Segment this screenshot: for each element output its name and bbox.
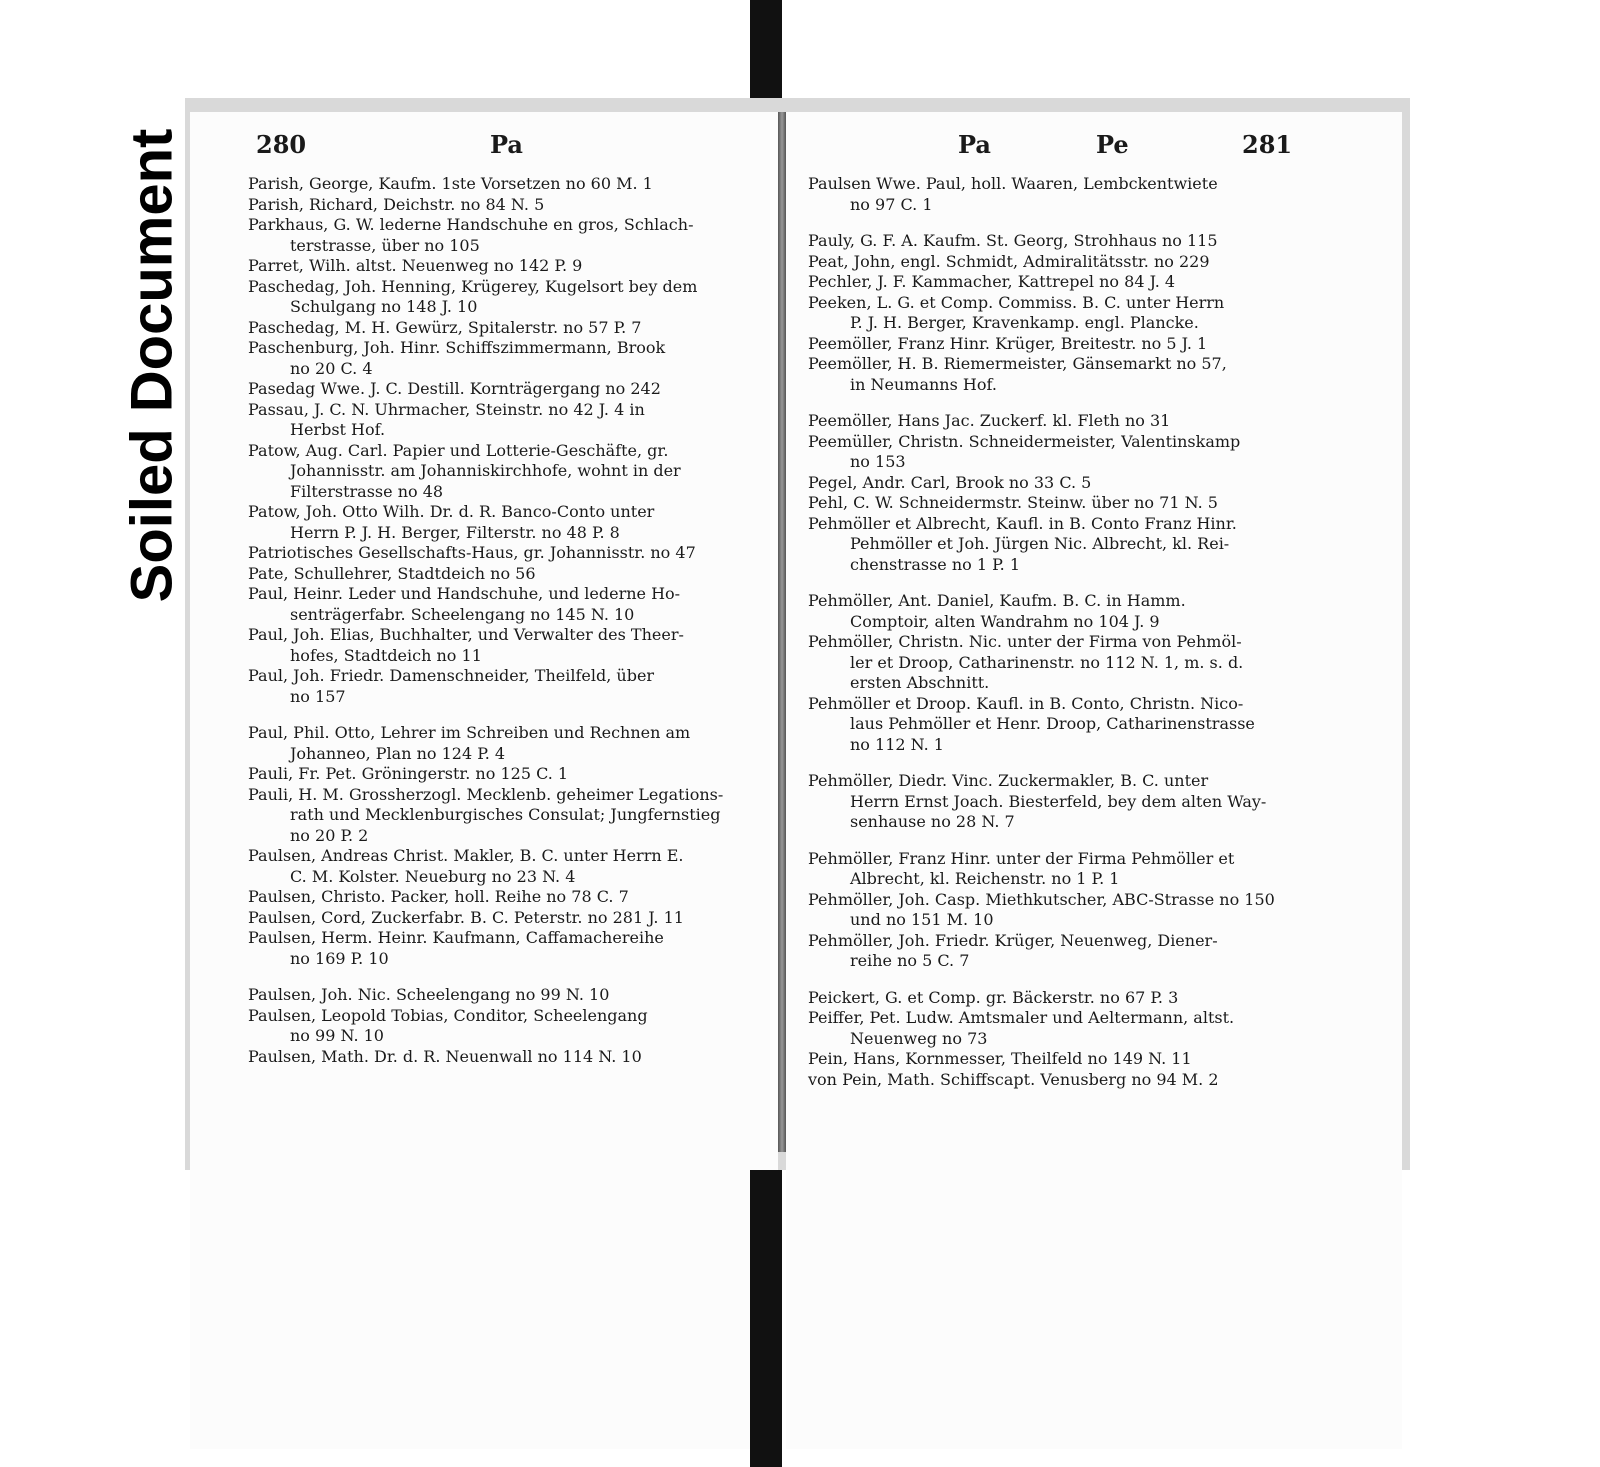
directory-entry [248, 174, 754, 195]
entry-continuation-line: laus Pehmöller et Henr. Droop, Catharinenstrasse [850, 714, 1255, 733]
entry-line: Parish, Richard, Deichstr. no 84 N. 5 [248, 194, 545, 214]
entry-continuation-line: Pehmöller et Joh. Jürgen Nic. Albrecht, kl. Rei- [850, 534, 1230, 553]
directory-entry [248, 764, 754, 785]
entry-line: Pehmöller, Diedr. Vinc. Zuckermakler, B. C. unter [808, 771, 1209, 790]
entry-continuation-line: rath und Mecklenburgisches Consulat; Jungfernstieg [290, 805, 721, 824]
directory-entry [248, 277, 754, 318]
entry-line: Paul, Joh. Friedr. Damenschneider, Theilfeld, über [248, 666, 655, 685]
entry-line: Pehmöller, Christn. Nic. unter der Firma von Pehmöl- [808, 632, 1242, 651]
directory-entry [808, 694, 1378, 756]
directory-entry [248, 338, 754, 379]
directory-entry [248, 543, 754, 564]
entry-line: Pehmöller, Joh. Friedr. Krüger, Neuenweg, Diener- [808, 930, 1218, 950]
entry-continuation-line: ersten Abschnitt. [850, 673, 990, 692]
directory-entry [248, 625, 754, 666]
entry-continuation-line: Comptoir, alten Wandrahm no 104 J. 9 [850, 611, 1160, 631]
entry-line: von Pein, Math. Schiffscapt. Venusberg no 94 M. 2 [808, 1069, 1219, 1089]
directory-entry [808, 293, 1378, 334]
entry-line: Pehmöller et Albrecht, Kaufl. in B. Conto Franz Hinr. [808, 513, 1237, 533]
directory-entry [808, 272, 1378, 293]
directory-entry [248, 379, 754, 400]
entry-continuation-line: terstrasse, über no 105 [290, 235, 480, 255]
entry-line: Patow, Aug. Carl. Papier und Lotterie-Geschäfte, gr. [248, 440, 669, 460]
left-entry-list [248, 174, 754, 1067]
directory-entry [248, 195, 754, 216]
entry-continuation-line: Neuenweg no 73 [850, 1028, 988, 1048]
entry-line: Pechler, J. F. Kammacher, Kattrepel no 84 J. 4 [808, 272, 1176, 291]
entry-continuation-line: reihe no 5 C. 7 [850, 951, 970, 970]
entry-line: Paulsen Wwe. Paul, holl. Waaren, Lembckentwiete [808, 174, 1218, 193]
entry-line: Parish, George, Kaufm. 1ste Vorsetzen no 60 M. 1 [248, 174, 653, 193]
right-page-header [786, 130, 1402, 166]
directory-entry [808, 354, 1378, 395]
page-number-right: 281 [1242, 130, 1293, 159]
entry-continuation-line: no 157 [290, 686, 346, 706]
right-entry-list [808, 174, 1378, 1090]
directory-entry [248, 1047, 754, 1068]
directory-entry [808, 890, 1378, 931]
entry-line: Pauly, G. F. A. Kaufm. St. Georg, Strohhaus no 115 [808, 231, 1218, 250]
directory-entry [248, 400, 754, 441]
directory-entry [248, 985, 754, 1006]
entry-line: Paulsen, Christo. Packer, holl. Reihe no 78 C. 7 [248, 887, 629, 906]
directory-entry [248, 887, 754, 908]
entry-line: Peiffer, Pet. Ludw. Amtsmaler und Aeltermann, altst. [808, 1008, 1235, 1027]
stamp-text: Soiled Document [119, 128, 185, 602]
entry-continuation-line: hofes, Stadtdeich no 11 [290, 645, 482, 665]
directory-entry [248, 502, 754, 543]
directory-entry [248, 215, 754, 256]
entry-continuation-line: und no 151 M. 10 [850, 910, 994, 929]
directory-entry [808, 334, 1378, 355]
directory-entry [248, 846, 754, 887]
directory-entry [808, 231, 1378, 252]
entry-line: Paul, Heinr. Leder und Handschuhe, und lederne Ho- [248, 584, 681, 603]
directory-entry [248, 928, 754, 969]
directory-entry [808, 591, 1378, 632]
entry-continuation-line: chenstrasse no 1 P. 1 [850, 554, 1021, 574]
entry-line: Pasedag Wwe. J. C. Destill. Kornträgergang no 242 [248, 379, 661, 398]
entry-line: Peemöller, Franz Hinr. Krüger, Breitestr. no 5 J. 1 [808, 333, 1208, 353]
book-gutter [778, 112, 786, 1152]
entry-line: Pein, Hans, Kornmesser, Theilfeld no 149 N. 11 [808, 1049, 1192, 1068]
directory-entry [248, 1006, 754, 1047]
page-number-left: 280 [256, 130, 307, 159]
entry-line: Paul, Phil. Otto, Lehrer im Schreiben und Rechnen am [248, 723, 691, 742]
entry-line: Pegel, Andr. Carl, Brook no 33 C. 5 [808, 472, 1092, 492]
left-page [190, 112, 778, 1449]
bottom-binding-bar [750, 1170, 782, 1467]
entry-line: Pauli, H. M. Grossherzogl. Mecklenb. geheimer Legations- [248, 784, 724, 804]
directory-entry [808, 632, 1378, 694]
entry-line: Passau, J. C. N. Uhrmacher, Steinstr. no 42 J. 4 in [248, 399, 645, 419]
entry-continuation-line: Herrn P. J. H. Berger, Filterstr. no 48 P. 8 [290, 522, 620, 542]
entry-continuation-line: Johannisstr. am Johanniskirchhofe, wohnt in der [290, 461, 681, 480]
directory-entry [248, 785, 754, 847]
directory-entry [248, 256, 754, 277]
directory-entry [248, 584, 754, 625]
entry-continuation-line: Albrecht, kl. Reichenstr. no 1 P. 1 [850, 869, 1120, 888]
directory-entry [248, 723, 754, 764]
entry-line: Paulsen, Leopold Tobias, Conditor, Scheelengang [248, 1005, 648, 1025]
entry-continuation-line: no 99 N. 10 [290, 1026, 384, 1045]
directory-entry [808, 473, 1378, 494]
entry-line: Parret, Wilh. altst. Neuenweg no 142 P. 9 [248, 256, 583, 275]
running-head-left: Pa [490, 130, 523, 159]
directory-entry [808, 931, 1378, 972]
running-head-right-pa: Pa [958, 130, 991, 159]
entry-continuation-line: Johanneo, Plan no 124 P. 4 [290, 743, 506, 763]
entry-continuation-line: Herrn Ernst Joach. Biesterfeld, bey dem alten Way- [850, 791, 1267, 811]
entry-line: Pauli, Fr. Pet. Gröningerstr. no 125 C. 1 [248, 764, 569, 783]
entry-line: Peeken, L. G. et Comp. Commiss. B. C. unter Herrn [808, 292, 1225, 312]
entry-continuation-line: no 112 N. 1 [850, 734, 944, 754]
entry-continuation-line: no 20 C. 4 [290, 358, 373, 378]
entry-continuation-line: Schulgang no 148 J. 10 [290, 297, 478, 316]
entry-line: Paulsen, Andreas Christ. Makler, B. C. unter Herrn E. [248, 846, 684, 865]
running-head-right-pe: Pe [1096, 130, 1129, 159]
entry-continuation-line: P. J. H. Berger, Kravenkamp. engl. Plancke. [850, 313, 1199, 332]
directory-entry [248, 318, 754, 339]
entry-line: Paulsen, Math. Dr. d. R. Neuenwall no 114 N. 10 [248, 1046, 642, 1066]
entry-line: Peemöller, Hans Jac. Zuckerf. kl. Fleth no 31 [808, 411, 1171, 430]
directory-entry [808, 988, 1378, 1009]
entry-line: Peat, John, engl. Schmidt, Admiralitätsstr. no 229 [808, 251, 1210, 271]
entry-line: Peemöller, H. B. Riemermeister, Gänsemarkt no 57, [808, 354, 1227, 373]
entry-continuation-line: no 169 P. 10 [290, 948, 389, 968]
entry-continuation-line: Filterstrasse no 48 [290, 481, 444, 501]
left-page-header [190, 130, 778, 166]
directory-entry [248, 908, 754, 929]
directory-entry [808, 514, 1378, 576]
entry-line: Paschedag, Joh. Henning, Krügerey, Kugelsort bey dem [248, 276, 698, 296]
entry-line: Pehmöller et Droop. Kaufl. in B. Conto, Christn. Nico- [808, 693, 1244, 713]
entry-line: Peemüller, Christn. Schneidermeister, Valentinskamp [808, 431, 1241, 451]
entry-continuation-line: no 20 P. 2 [290, 825, 369, 845]
directory-entry [248, 666, 754, 707]
directory-entry [808, 1070, 1378, 1091]
entry-line: Pehmöller, Ant. Daniel, Kaufm. B. C. in Hamm. [808, 591, 1186, 610]
entry-continuation-line: in Neumanns Hof. [850, 374, 997, 394]
entry-continuation-line: Herbst Hof. [290, 420, 386, 439]
right-page [786, 112, 1402, 1449]
directory-entry [808, 252, 1378, 273]
entry-line: Pehl, C. W. Schneidermstr. Steinw. über no 71 N. 5 [808, 493, 1218, 512]
directory-entry [808, 432, 1378, 473]
entry-line: Pate, Schullehrer, Stadtdeich no 56 [248, 563, 536, 583]
directory-entry [808, 771, 1378, 833]
directory-entry [808, 849, 1378, 890]
entry-line: Paul, Joh. Elias, Buchhalter, und Verwalter des Theer- [248, 625, 684, 644]
entry-line: Pehmöller, Joh. Casp. Miethkutscher, ABC-Strasse no 150 [808, 889, 1275, 909]
entry-line: Patow, Joh. Otto Wilh. Dr. d. R. Banco-Conto unter [248, 502, 655, 521]
directory-entry [808, 493, 1378, 514]
entry-continuation-line: senträgerfabr. Scheelengang no 145 N. 10 [290, 604, 635, 624]
directory-entry [808, 411, 1378, 432]
directory-entry [248, 564, 754, 585]
entry-line: Paschedag, M. H. Gewürz, Spitalerstr. no 57 P. 7 [248, 317, 642, 337]
directory-entry [808, 174, 1378, 215]
directory-entry [808, 1049, 1378, 1070]
directory-entry [248, 441, 754, 503]
entry-continuation-line: no 97 C. 1 [850, 194, 933, 214]
entry-continuation-line: ler et Droop, Catharinenstr. no 112 N. 1, m. s. d. [850, 652, 1244, 672]
entry-line: Peickert, G. et Comp. gr. Bäckerstr. no 67 P. 3 [808, 987, 1179, 1007]
entry-continuation-line: senhause no 28 N. 7 [850, 812, 1015, 831]
entry-line: Parkhaus, G. W. lederne Handschuhe en gros, Schlach- [248, 215, 694, 234]
entry-line: Paulsen, Cord, Zuckerfabr. B. C. Peterstr. no 281 J. 11 [248, 907, 684, 927]
entry-line: Paschenburg, Joh. Hinr. Schiffszimmermann, Brook [248, 338, 666, 357]
entry-line: Patriotisches Gesellschafts-Haus, gr. Johannisstr. no 47 [248, 543, 696, 562]
entry-line: Paulsen, Herm. Heinr. Kaufmann, Caffamachereihe [248, 928, 664, 947]
soiled-document-stamp [112, 105, 192, 625]
entry-line: Pehmöller, Franz Hinr. unter der Firma Pehmöller et [808, 848, 1235, 868]
directory-entry [808, 1008, 1378, 1049]
entry-line: Paulsen, Joh. Nic. Scheelengang no 99 N. 10 [248, 985, 610, 1004]
entry-continuation-line: no 153 [850, 452, 906, 471]
entry-continuation-line: C. M. Kolster. Neueburg no 23 N. 4 [290, 866, 576, 886]
